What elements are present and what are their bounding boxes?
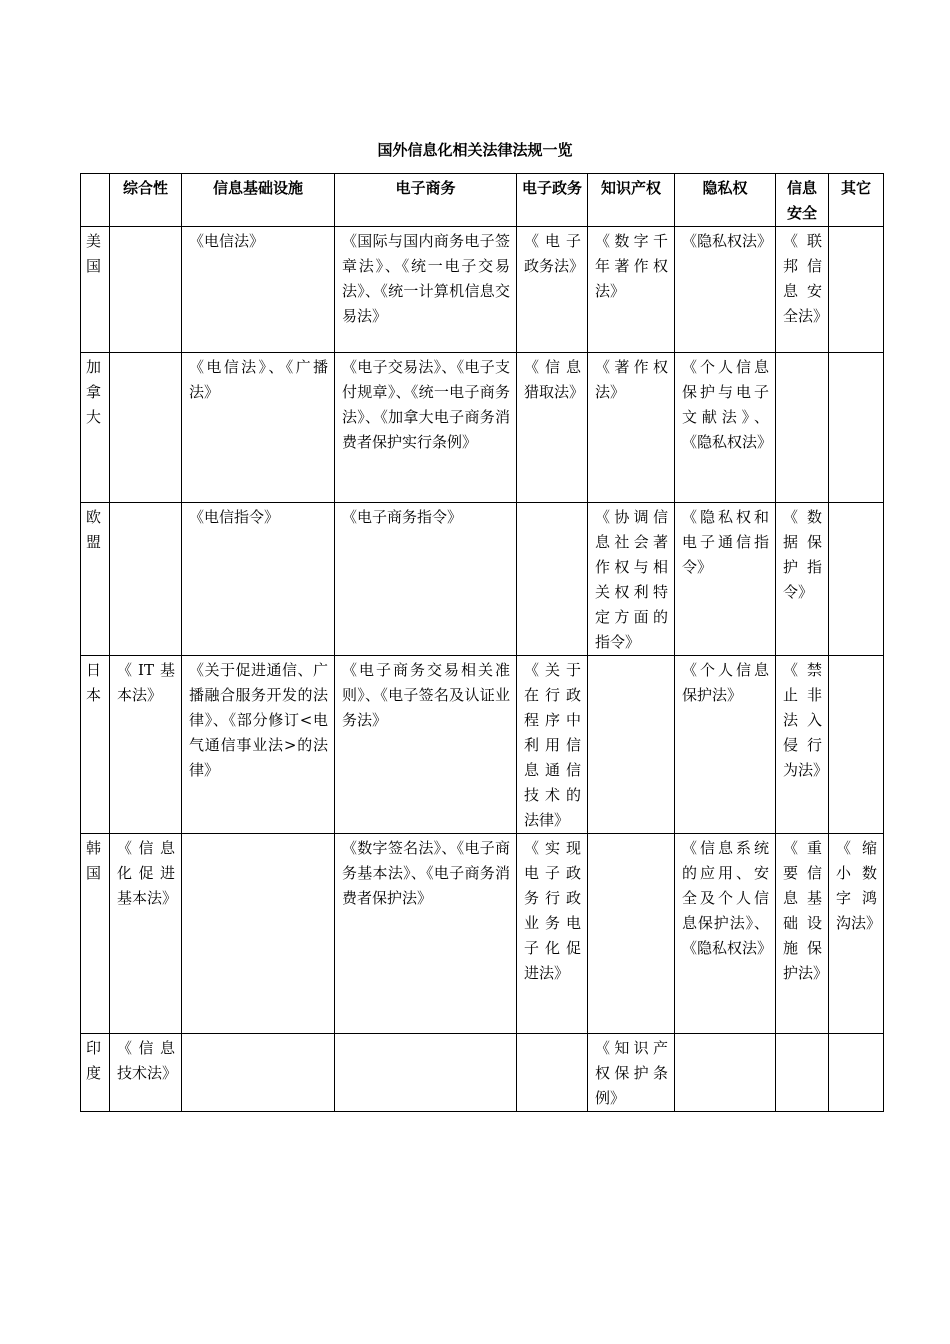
header-info-infrastructure: 信息基础设施 [182, 174, 335, 227]
cell-e-commerce [335, 1034, 517, 1112]
cell-other: 《缩小数字鸿沟法》 [829, 834, 884, 1034]
header-e-commerce: 电子商务 [335, 174, 517, 227]
cell-info-infrastructure: 《电信指令》 [182, 503, 335, 656]
header-privacy: 隐私权 [675, 174, 776, 227]
cell-other [829, 503, 884, 656]
cell-comprehensive [110, 503, 182, 656]
cell-e-government [517, 1034, 588, 1112]
cell-info-infrastructure: 《关于促进通信、广播融合服务开发的法律》、《部分修订<电气通信事业法>的法律》 [182, 656, 335, 834]
cell-privacy: 《个人信息保护法》 [675, 656, 776, 834]
cell-e-commerce: 《国际与国内商务电子签章法》、《统一电子交易法》、《统一计算机信息交易法》 [335, 227, 517, 353]
cell-comprehensive: 《信息技术法》 [110, 1034, 182, 1112]
country-cell: 欧盟 [81, 503, 110, 656]
table-row-japan [81, 656, 884, 834]
cell-comprehensive: 《信息化促进基本法》 [110, 834, 182, 1034]
cell-info-infrastructure [182, 834, 335, 1034]
country-cell: 加拿大 [81, 353, 110, 503]
cell-comprehensive [110, 353, 182, 503]
cell-e-commerce: 《电子商务交易相关准则》、《电子签名及认证业务法》 [335, 656, 517, 834]
cell-intellectual-property: 《数字千年著作权法》 [588, 227, 675, 353]
cell-e-government: 《电子政务法》 [517, 227, 588, 353]
cell-info-infrastructure: 《电信法》、《广播法》 [182, 353, 335, 503]
header-info-security: 信息安全 [776, 174, 829, 227]
cell-other [829, 656, 884, 834]
cell-e-government: 《信息猎取法》 [517, 353, 588, 503]
cell-info-infrastructure [182, 1034, 335, 1112]
table-row-india [81, 1034, 884, 1112]
cell-intellectual-property [588, 656, 675, 834]
country-cell: 印度 [81, 1034, 110, 1112]
header-intellectual-property: 知识产权 [588, 174, 675, 227]
cell-info-infrastructure: 《电信法》 [182, 227, 335, 353]
cell-e-commerce: 《数字签名法》、《电子商务基本法》、《电子商务消费者保护法》 [335, 834, 517, 1034]
header-comprehensive: 综合性 [110, 174, 182, 227]
table-row-eu [81, 503, 884, 656]
cell-e-commerce: 《电子交易法》、《电子支付规章》、《统一电子商务法》、《加拿大电子商务消费者保护实行条例》 [335, 353, 517, 503]
cell-intellectual-property: 《著作权法》 [588, 353, 675, 503]
country-cell: 日本 [81, 656, 110, 834]
country-cell: 韩国 [81, 834, 110, 1034]
cell-info-security: 《重要信息基础设施保护法》 [776, 834, 829, 1034]
header-blank [81, 174, 110, 227]
cell-comprehensive [110, 227, 182, 353]
cell-intellectual-property: 《协调信息社会著作权与相关权利特定方面的指令》 [588, 503, 675, 656]
cell-privacy: 《信息系统的应用、安全及个人信息保护法》、《隐私权法》 [675, 834, 776, 1034]
table-row-canada [81, 353, 884, 503]
cell-e-government [517, 503, 588, 656]
cell-info-security [776, 1034, 829, 1112]
cell-privacy: 《个人信息保护与电子文献法》、《隐私权法》 [675, 353, 776, 503]
page-title: 国外信息化相关法律法规一览 [377, 141, 573, 159]
cell-comprehensive: 《IT基本法》 [110, 656, 182, 834]
laws-table [80, 173, 884, 1112]
cell-other [829, 1034, 884, 1112]
country-cell: 美国 [81, 227, 110, 353]
header-row [81, 174, 884, 227]
cell-intellectual-property: 《知识产权保护条例》 [588, 1034, 675, 1112]
header-other: 其它 [829, 174, 884, 227]
cell-privacy: 《隐私权法》 [675, 227, 776, 353]
cell-info-security: 《数据保护指令》 [776, 503, 829, 656]
header-e-government: 电子政务 [517, 174, 588, 227]
cell-privacy [675, 1034, 776, 1112]
cell-info-security: 《联邦信息安全法》 [776, 227, 829, 353]
cell-e-government: 《关于在行政程序中利用信息通信技术的法律》 [517, 656, 588, 834]
cell-other [829, 353, 884, 503]
cell-info-security: 《禁止非法入侵行为法》 [776, 656, 829, 834]
cell-privacy: 《隐私权和电子通信指令》 [675, 503, 776, 656]
cell-intellectual-property [588, 834, 675, 1034]
cell-other [829, 227, 884, 353]
cell-e-government: 《实现电子政务行政业务电子化促进法》 [517, 834, 588, 1034]
cell-info-security [776, 353, 829, 503]
table-row-korea [81, 834, 884, 1034]
table-row-usa [81, 227, 884, 353]
cell-e-commerce: 《电子商务指令》 [335, 503, 517, 656]
